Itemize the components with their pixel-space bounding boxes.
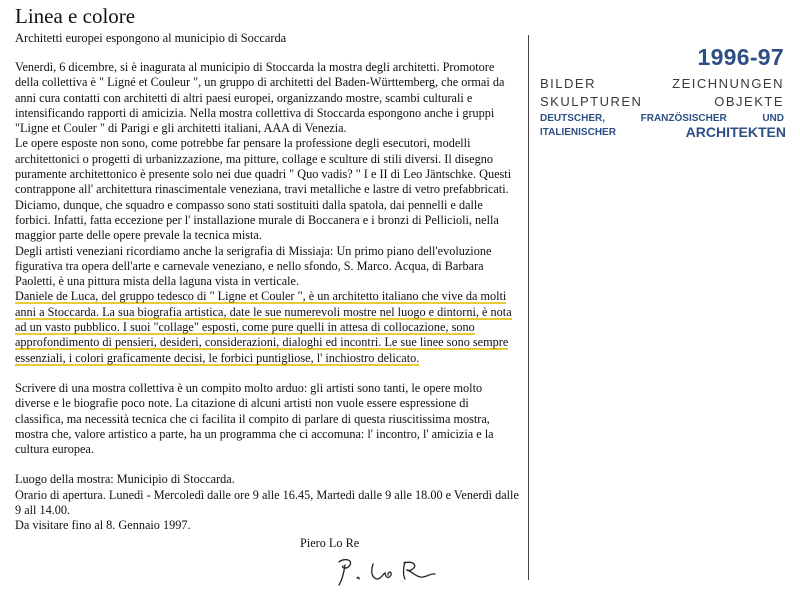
paragraph-4 xyxy=(15,289,520,365)
author-name: Piero Lo Re xyxy=(300,536,360,550)
exhibit-types-line-2: SKULPTUREN OBJEKTE xyxy=(540,94,784,109)
article-body xyxy=(15,60,520,534)
paragraph-3: Degli artisti veneziani ricordiamo anche la serigrafia di Missiaja: Un primo piano dell'evoluzione figurativa tra opera dell'arte e carnevale veneziano, e nello sfondo, S. Marco. Acqua, di Barbara Paoletti, è una pittura mista della laguna vista in verticale. xyxy=(15,243,492,289)
italian-label: ITALIENISCHER xyxy=(540,127,616,138)
opening-hours: Orario di apertura. Lunedì - Mercoledì dalle ore 9 alle 16.45, Martedì dalle 9 alle 18.00 e Venerdì dalle 9 all 14.00. xyxy=(15,487,519,518)
until-date: Da visitare fino al 8. Gennaio 1997. xyxy=(15,518,191,533)
paragraph-5: Scrivere di una mostra collettiva è un compito molto arduo: gli artisti sono tanti, le opere molto diverse e le biografie poco note. La citazione di alcuni artisti non vuole essere espressione di classifica, ma necessità tecnica che ci facilita il compito di parlare di questa riuscitissima mostra, mostra che, valore artistico a parte, ha un programma che ci accomuna: l' incontro, l' amicizia e la cultura europea. xyxy=(15,380,494,457)
paragraph-2: Le opere esposte non sono, come potrebbe far pensare la professione degli esecutori, modelli architettonici o progetti di urbanizzazione, ma pitture, collage e sculture di stili diversi. Il disegno puramente architettonico è presente solo nei due quadri " Quo vadis? " I e II di Leo Jäntschke. Questi contrappone all' architettura rinascimentale veneziana, travi metalliche e lastre di vetro prefabbricati. Diciamo, dunque, che squadro e compasso sono stati sostituiti dalla spatola, dai pennelli e dalle forbici. Infatti, fatta eccezione per l' installazione murale di Boccanera e i bronzi di Pellicioli, nella maggior parte delle opere prevale la tecnica mista. xyxy=(15,136,512,243)
signature-mark xyxy=(333,556,443,588)
year-heading: 1996-97 xyxy=(697,44,784,70)
highlighted-passage: Daniele de Luca, del gruppo tedesco di " Ligne et Couler ", è un architetto italiano che vive da molti anni a Stoccarda. La sua biografia artistica, date le sue numerevoli mostre nel luogo e dintorni, è nota ad un vasto pubblico. I suoi "collage" esposti, come pure quelli in attesa di collocazione, sono approfondimento di pensieri, desideri, considerazioni, dialoghi ed incontri. Le sue linee sono sempre essenziali, i colori graficamente decisi, le forbici puntigliose, l' inchiostro delicato. xyxy=(15,289,512,365)
nationalities-line: DEUTSCHER, FRANZÖSISCHER UND xyxy=(540,113,784,124)
article-title: Linea e colore xyxy=(15,4,136,28)
exhibit-types-line-1: BILDER ZEICHNUNGEN xyxy=(540,76,784,91)
article-subtitle: Architetti europei espongono al municipio di Soccarda xyxy=(15,31,287,45)
paragraph-1: Venerdì, 6 dicembre, si è inagurata al municipio di Stoccarda la mostra degli architetti. Promotore della collettiva è " Ligné et Couleur ", un gruppo di architetti del Baden-Württemberg, che ormai da anni cura contatti con architetti di altri paesi europei, organizzando mostre, scambi culturali e intensificando rapporti di amicizia. Nella mostra collettiva di Stoccarda espongono anche i gruppi "Ligne et Couler " di Parigi e gli architetti italiani, AAA di Venezia. xyxy=(15,60,505,136)
venue-line: Luogo della mostra: Municipio di Stoccarda. xyxy=(15,472,235,487)
architects-label: ARCHITEKTEN xyxy=(685,124,786,140)
column-divider xyxy=(528,35,529,580)
